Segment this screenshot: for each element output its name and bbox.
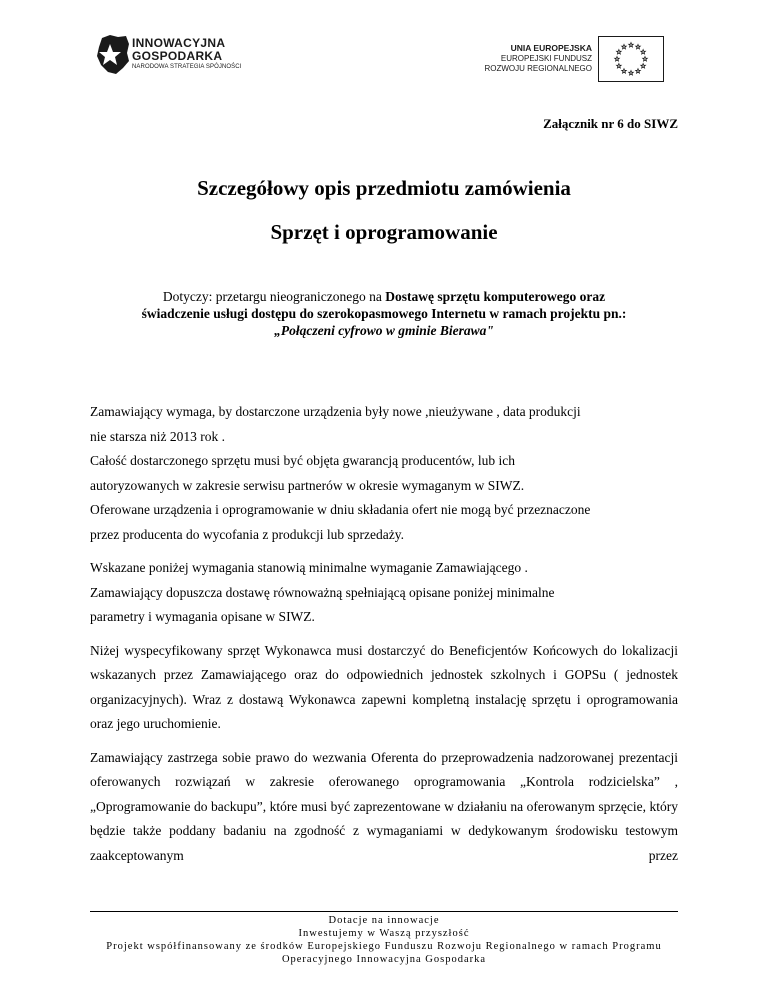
paragraph-presentation: Zamawiający zastrzega sobie prawo do wezwania Oferenta do przeprowadzenia nadzorowanej prezentacji oferowanych rozwiązań w zakresie oferowanego oprogramowania „Kontrola rodzicielska” , „Oprogramowanie do backupu”, które musi być zaprezentowane w działaniu na oferowanym sprzęcie, który będzie także poddany badaniu na zgodność z wymaganiami w dedykowanym środowisku testowym zaakceptowanym przez (90, 749, 678, 863)
paragraph-line: nie starsza niż 2013 rok . (90, 428, 225, 444)
paragraph-line: przez producenta do wycofania z produkcji lub sprzedaży. (90, 526, 404, 542)
concerns-subject-line1: Dostawę sprzętu komputerowego oraz (385, 289, 606, 304)
footer-line1: Dotacje na innowacje (328, 915, 440, 926)
footer-line4: Operacyjnego Innowacyjna Gospodarka (281, 954, 487, 965)
paragraph-line: parametry i wymagania opisane w SIWZ. (90, 609, 315, 624)
eu-flag-icon (598, 36, 664, 82)
concerns-subject-line2: świadczenie usługi dostępu do szerokopasmowego Internetu w ramach projektu pn.: (141, 306, 627, 321)
logo-text-line2: GOSPODARKA (132, 49, 223, 63)
eu-logo (468, 34, 678, 84)
paragraph-line: Zamawiający dopuszcza dostawę równoważną spełniającą opisane poniżej minimalne (90, 584, 555, 600)
innowacyjna-gospodarka-logo (96, 34, 246, 80)
paragraph-line: autoryzowanych w zakresie serwisu partnerów w okresie wymaganym w SIWZ. (90, 477, 525, 493)
concerns-prefix: Dotyczy: przetargu nieograniczonego na (162, 289, 386, 304)
eu-logo-line2: EUROPEJSKI FUNDUSZ (500, 54, 592, 63)
paragraph-line: Oferowane urządzenia i oprogramowanie w dniu składania ofert nie mogą być przeznaczone (90, 502, 591, 517)
project-name: „Połączeni cyfrowo w gminie Bierawa" (274, 323, 494, 338)
concerns-block (100, 288, 668, 339)
poland-map-icon (96, 34, 130, 76)
paragraph-line: Wskazane poniżej wymagania stanowią minimalne wymaganie Zamawiającego . (90, 560, 528, 575)
footer (0, 914, 768, 966)
logo-text-line1: INNOWACYJNA (132, 36, 226, 50)
footer-line3: Projekt współfinansowany ze środków Europejskiego Funduszu Rozwoju Regionalnego w ramach Programu (106, 941, 662, 952)
eu-logo-line1: UNIA EUROPEJSKA (510, 43, 592, 53)
paragraph-delivery: Niżej wyspecyfikowany sprzęt Wykonawca musi dostarczyć do Beneficjentów Końcowych do lokalizacji wskazanych przez Zamawiającego oraz do odpowiednich jednostek szkolnych i GOPSu ( jednostek organizacyjnych). Wraz z dostawą Wykonawca zapewni kompletną instalację sprzętu i oprogramowania oraz jego uruchomienie. (90, 642, 678, 731)
paragraph-line: Całość dostarczonego sprzętu musi być objęta gwarancją producentów, lub ich (90, 453, 515, 468)
attachment-label: Załącznik nr 6 do SIWZ (543, 116, 678, 131)
page-title: Szczegółowy opis przedmiotu zamówienia (197, 176, 571, 200)
logo-text-line3: NARODOWA STRATEGIA SPÓJNOŚCI (132, 64, 242, 70)
page-subtitle: Sprzęt i oprogramowanie (270, 220, 498, 244)
document-body (90, 400, 678, 868)
eu-logo-line3: ROZWOJU REGIONALNEGO (484, 64, 592, 73)
footer-line2: Inwestujemy w Waszą przyszłość (298, 928, 470, 939)
paragraph-line: Zamawiający wymaga, by dostarczone urządzenia były nowe ,nieużywane , data produkcji (90, 404, 581, 419)
footer-divider (90, 911, 678, 912)
